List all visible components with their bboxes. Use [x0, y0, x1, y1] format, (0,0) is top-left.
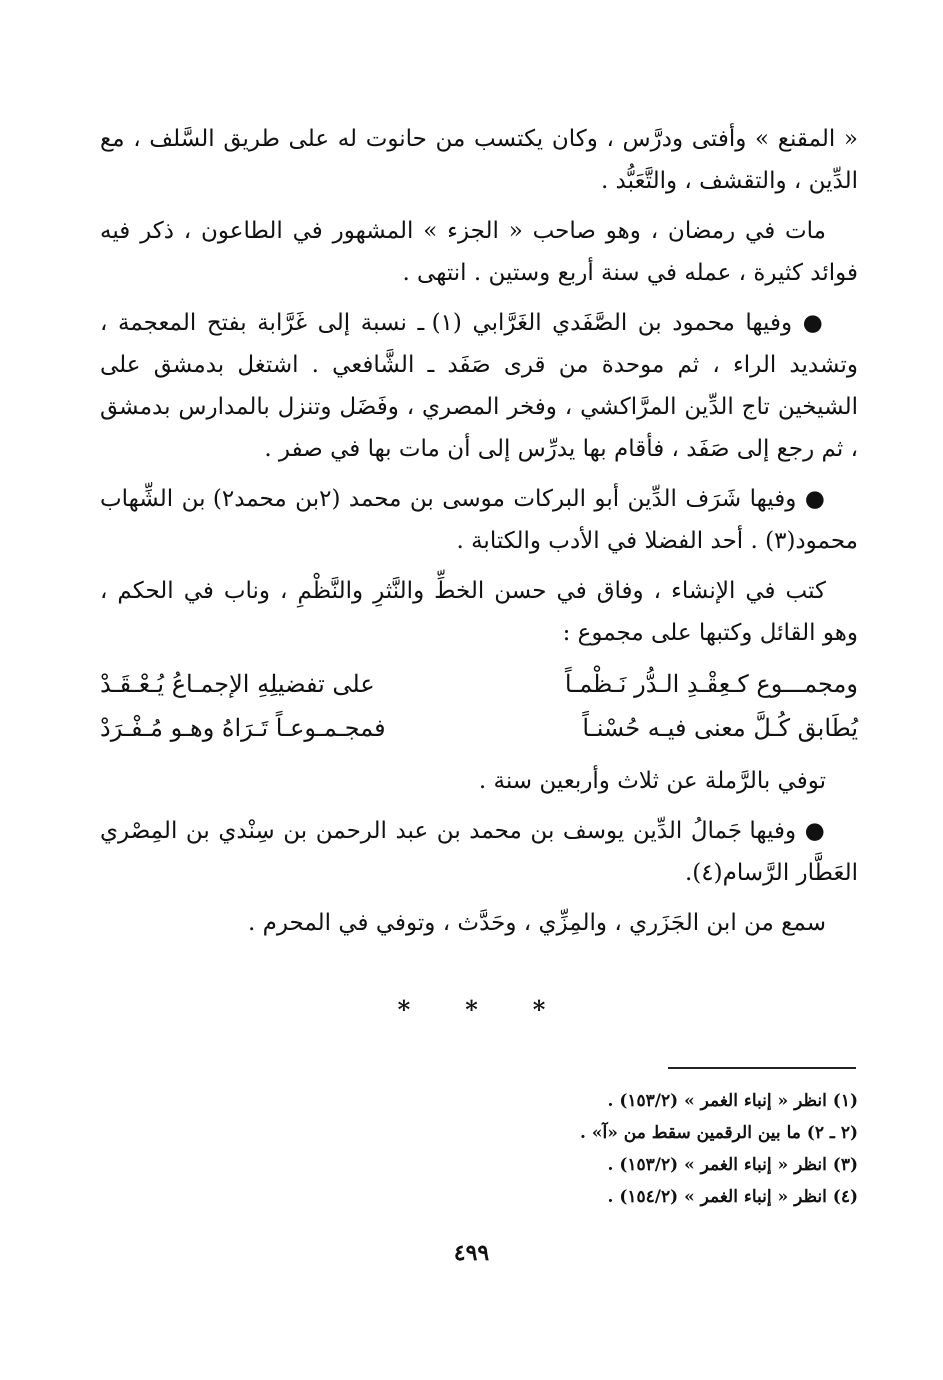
- paragraph-2: مات في رمضان ، وهو صاحب « الجزء » المشهور في الطاعون ، ذكر فيه فوائد كثيرة ، عمله في سنة أربع وستين . انتهى .: [100, 218, 858, 286]
- verse-2-first-hemistich: يُطَابق كُـلَّ معنى فيـه حُسْنـاً: [582, 714, 858, 742]
- footnote-4: (٤) انظر « إنباء الغمر » (١٥٤/٢) .: [607, 1187, 858, 1207]
- entry-mahmud-safadi: ● وفيها محمود بن الصَّفَدي الغَرَّابي (١) ـ نسبة إلى غَرَّابة بفتح المعجمة ، وتشديد الراء ، ثم موحدة من قرى صَفَد ـ الشَّافعي . اشتغل بدمشق على الشيخين تاج الدِّين المرَّاكشي ، وفخر المصري ، وفَضَل وتنزل بالمدارس بدمشق ، ثم رجع إلى صَفَد ، فأقام بها يدرِّس إلى أن مات بها في صفر .: [100, 302, 858, 470]
- footnote-2: (٢ ـ ٢) ما بين الرقمين سقط من «آ» .: [580, 1123, 858, 1143]
- verse-line-1: [100, 662, 858, 706]
- section-separator: [0, 995, 943, 1024]
- footnote-3: (٣) انظر « إنباء الغمر » (١٥٣/٢) .: [607, 1155, 858, 1175]
- paragraph-1: « المقنع » وأفتى ودرَّس ، وكان يكتسب من حانوت له على طريق السَّلف ، مع الدِّين ، والتقشف ، والتَّعَبُّد .: [100, 126, 858, 194]
- paragraph-death-ramla: توفي بالرَّملة عن ثلاث وأربعين سنة .: [478, 768, 826, 794]
- verse-2-second-hemistich: فمجـمـوعـاً تَـرَاهُ وهـو مُـفْـرَدْ: [100, 714, 386, 742]
- separator-star: *: [532, 995, 546, 1024]
- verse-line-2: [100, 706, 858, 750]
- separator-star: *: [465, 995, 478, 1024]
- paragraph-last: سمع من ابن الجَزَري ، والمِزِّي ، وحَدَّث ، وتوفي في المحرم .: [247, 910, 826, 936]
- footnotes: [400, 1085, 858, 1213]
- page-number: ٤٩٩: [453, 1240, 490, 1266]
- footnote-divider: [668, 1067, 856, 1069]
- verse-1-second-hemistich: على تفضيلِهِ الإجمـاعُ يُـعْـقَـدْ: [100, 670, 375, 698]
- separator-star: *: [397, 995, 411, 1024]
- main-text: [100, 118, 858, 952]
- entry-sharaf-din: ● وفيها شَرَف الدِّين أبو البركات موسى بن محمد (٢بن محمد٢) بن الشِّهاب محمود(٣) . أحد الفضلا في الأدب والكتابة .: [100, 478, 858, 562]
- verse-1-first-hemistich: ومجمـــوع كـعِقْـدِ الـدُّر نَـظْمـاً: [564, 670, 858, 698]
- entry-jamal-din: ● وفيها جَمالُ الدِّين يوسف بن محمد بن عبد الرحمن بن سِنْدي بن المِصْري العَطَّار الرَّسام(٤).: [100, 810, 858, 894]
- footnote-1: (١) انظر « إنباء الغمر » (١٥٣/٢) .: [607, 1091, 858, 1111]
- paragraph-5: كتب في الإنشاء ، وفاق في حسن الخطِّ والنَّثرِ والنَّظْمِ ، وناب في الحكم ، وهو القائل وكتبها على مجموع :: [100, 578, 858, 646]
